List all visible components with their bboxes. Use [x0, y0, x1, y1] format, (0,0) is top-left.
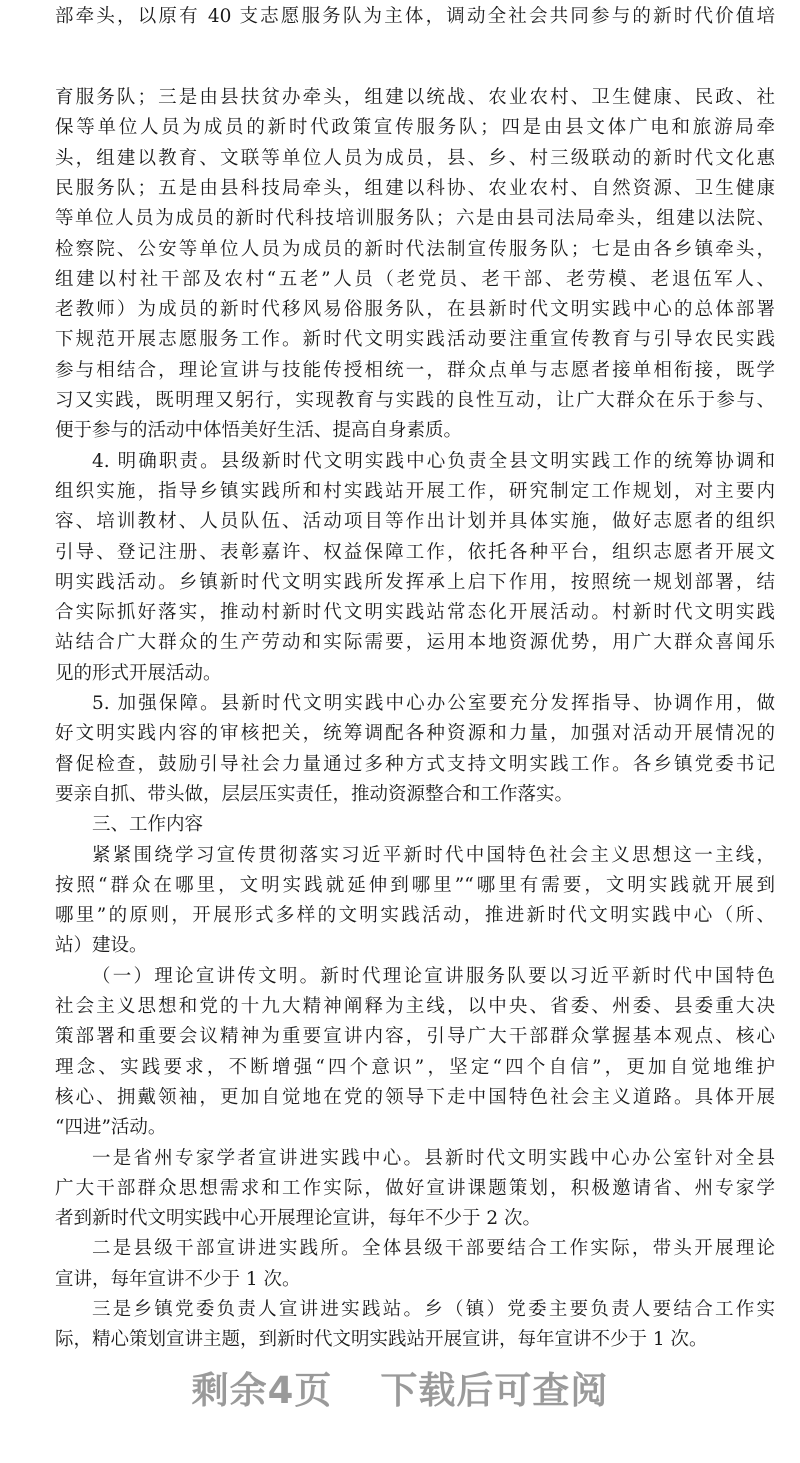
text-line: 组织实施，指导乡镇实践所和村实践站开展工作，研究制定工作规划，对主要内 [55, 480, 775, 502]
text-line: 便于参与的活动中体悟美好生活、提高自身素质。 [55, 420, 463, 442]
download-to-view-label: 下载后可查阅 [380, 1369, 609, 1412]
text-line: 引导、登记注册、表彰嘉许、权益保障工作，依托各种平台，组织志愿者开展文 [55, 541, 775, 563]
text-line: 一是省州专家学者宣讲进实践中心。县新时代文明实践中心办公室针对全县 [92, 1147, 775, 1169]
text-line: 宣讲，每年宣讲不少于 1 次。 [55, 1268, 301, 1290]
text-line: 育服务队；三是由县扶贫办牵头，组建以统战、农业农村、卫生健康、民政、社 [55, 87, 775, 108]
text-line: 三、工作内容 [92, 814, 204, 836]
text-line: 4. 明确职责。县级新时代文明实践中心负责全县文明实践工作的统筹协调和 [92, 450, 775, 472]
text-line: 要亲自抓、带头做，层层压实责任，推动资源整合和工作落实。 [55, 783, 574, 805]
text-line: 合实际抓好落实，推动村新时代文明实践站常态化开展活动。村新时代文明实践 [55, 602, 775, 624]
remaining-pages-label: 剩余4页 [191, 1369, 333, 1412]
text-line: 广大干部群众思想需求和工作实际，做好宣讲课题策划，积极邀请省、州专家学 [55, 1177, 775, 1199]
text-line: 紧紧围绕学习宣传贯彻落实习近平新时代中国特色社会主义思想这一主线， [92, 844, 775, 866]
text-line: 明实践活动。乡镇新时代文明实践所发挥承上启下作用，按照统一规划部署，结 [55, 571, 775, 593]
text-line: 习又实践，既明理又躬行，实现教育与实践的良性互动，让广大群众在乐于参与、 [55, 390, 775, 411]
text-line: 组建以村社干部及农村“五老”人员（老党员、老干部、老劳模、老退伍军人、 [55, 268, 775, 290]
text-line: 保等单位人员为成员的新时代政策宣传服务队；四是由县文体广电和旅游局牵 [55, 117, 775, 139]
text-line: 站）建设。 [55, 935, 148, 957]
text-line: 部牵头，以原有 40 支志愿服务队为主体，调动全社会共同参与的新时代价值培 [55, 6, 775, 27]
text-line: 三是乡镇党委负责人宣讲进实践站。乡（镇）党委主要负责人要结合工作实 [92, 1299, 775, 1320]
text-line: 参与相结合，理论宣讲与技能传授相统一，群众点单与志愿者接单相衔接，既学 [55, 359, 775, 381]
text-line: 检察院、公安等单位人员为成员的新时代法制宣传服务队；七是由各乡镇牵头， [55, 238, 775, 260]
download-notice [0, 1360, 800, 1414]
text-line: 督促检查，鼓励引导社会力量通过多种方式支持文明实践工作。各乡镇党委书记 [55, 753, 775, 775]
text-line: 老教师）为成员的新时代移风易俗服务队，在县新时代文明实践中心的总体部署 [55, 299, 775, 321]
text-line: 站结合广大群众的生产劳动和实际需要，运用本地资源优势，用广大群众喜闻乐 [55, 632, 775, 654]
text-line: 下规范开展志愿服务工作。新时代文明实践活动要注重宣传教育与引导农民实践 [55, 329, 775, 351]
text-line: 按照“群众在哪里，文明实践就延伸到哪里”“哪里有需要，文明实践就开展到 [55, 874, 775, 896]
text-line: 哪里”的原则，开展形式多样的文明实践活动，推进新时代文明实践中心（所、 [55, 905, 775, 927]
text-line: 策部署和重要会议精神为重要宣讲内容，引导广大干部群众掌握基本观点、核心 [55, 1026, 775, 1048]
text-line: 社会主义思想和党的十九大精神阐释为主线，以中央、省委、州委、县委重大决 [55, 996, 775, 1017]
text-line: 民服务队；五是由县科技局牵头，组建以科协、农业农村、自然资源、卫生健康 [55, 177, 775, 199]
text-line: 者到新时代文明实践中心开展理论宣讲，每年不少于 2 次。 [55, 1208, 542, 1230]
text-line: 等单位人员为成员的新时代科技培训服务队；六是由县司法局牵头，组建以法院、 [55, 208, 775, 230]
text-line: 5. 加强保障。县新时代文明实践中心办公室要充分发挥指导、协调作用，做 [92, 693, 775, 714]
text-line: 际，精心策划宣讲主题，到新时代文明实践站开展宣讲，每年宣讲不少于 1 次。 [55, 1329, 708, 1351]
text-line: “四进”活动。 [55, 1117, 167, 1139]
text-line: 核心、拥戴领袖，更加自觉地在党的领导下走中国特色社会主义道路。具体开展 [55, 1086, 775, 1108]
text-line: 容、培训教材、人员队伍、活动项目等作出计划并具体实施，做好志愿者的组织 [55, 511, 775, 533]
text-line: （一）理论宣讲传文明。新时代理论宣讲服务队要以习近平新时代中国特色 [92, 965, 775, 987]
text-line: 二是县级干部宣讲进实践所。全体县级干部要结合工作实际，带头开展理论 [92, 1238, 775, 1260]
text-line: 理念、实践要求，不断增强“四个意识”，坚定“四个自信”，更加自觉地维护 [55, 1056, 775, 1078]
text-line: 头，组建以教育、文联等单位人员为成员，县、乡、村三级联动的新时代文化惠 [55, 147, 775, 169]
text-line: 好文明实践内容的审核把关，统筹调配各种资源和力量，加强对活动开展情况的 [55, 723, 775, 745]
text-line: 见的形式开展活动。 [55, 662, 222, 684]
